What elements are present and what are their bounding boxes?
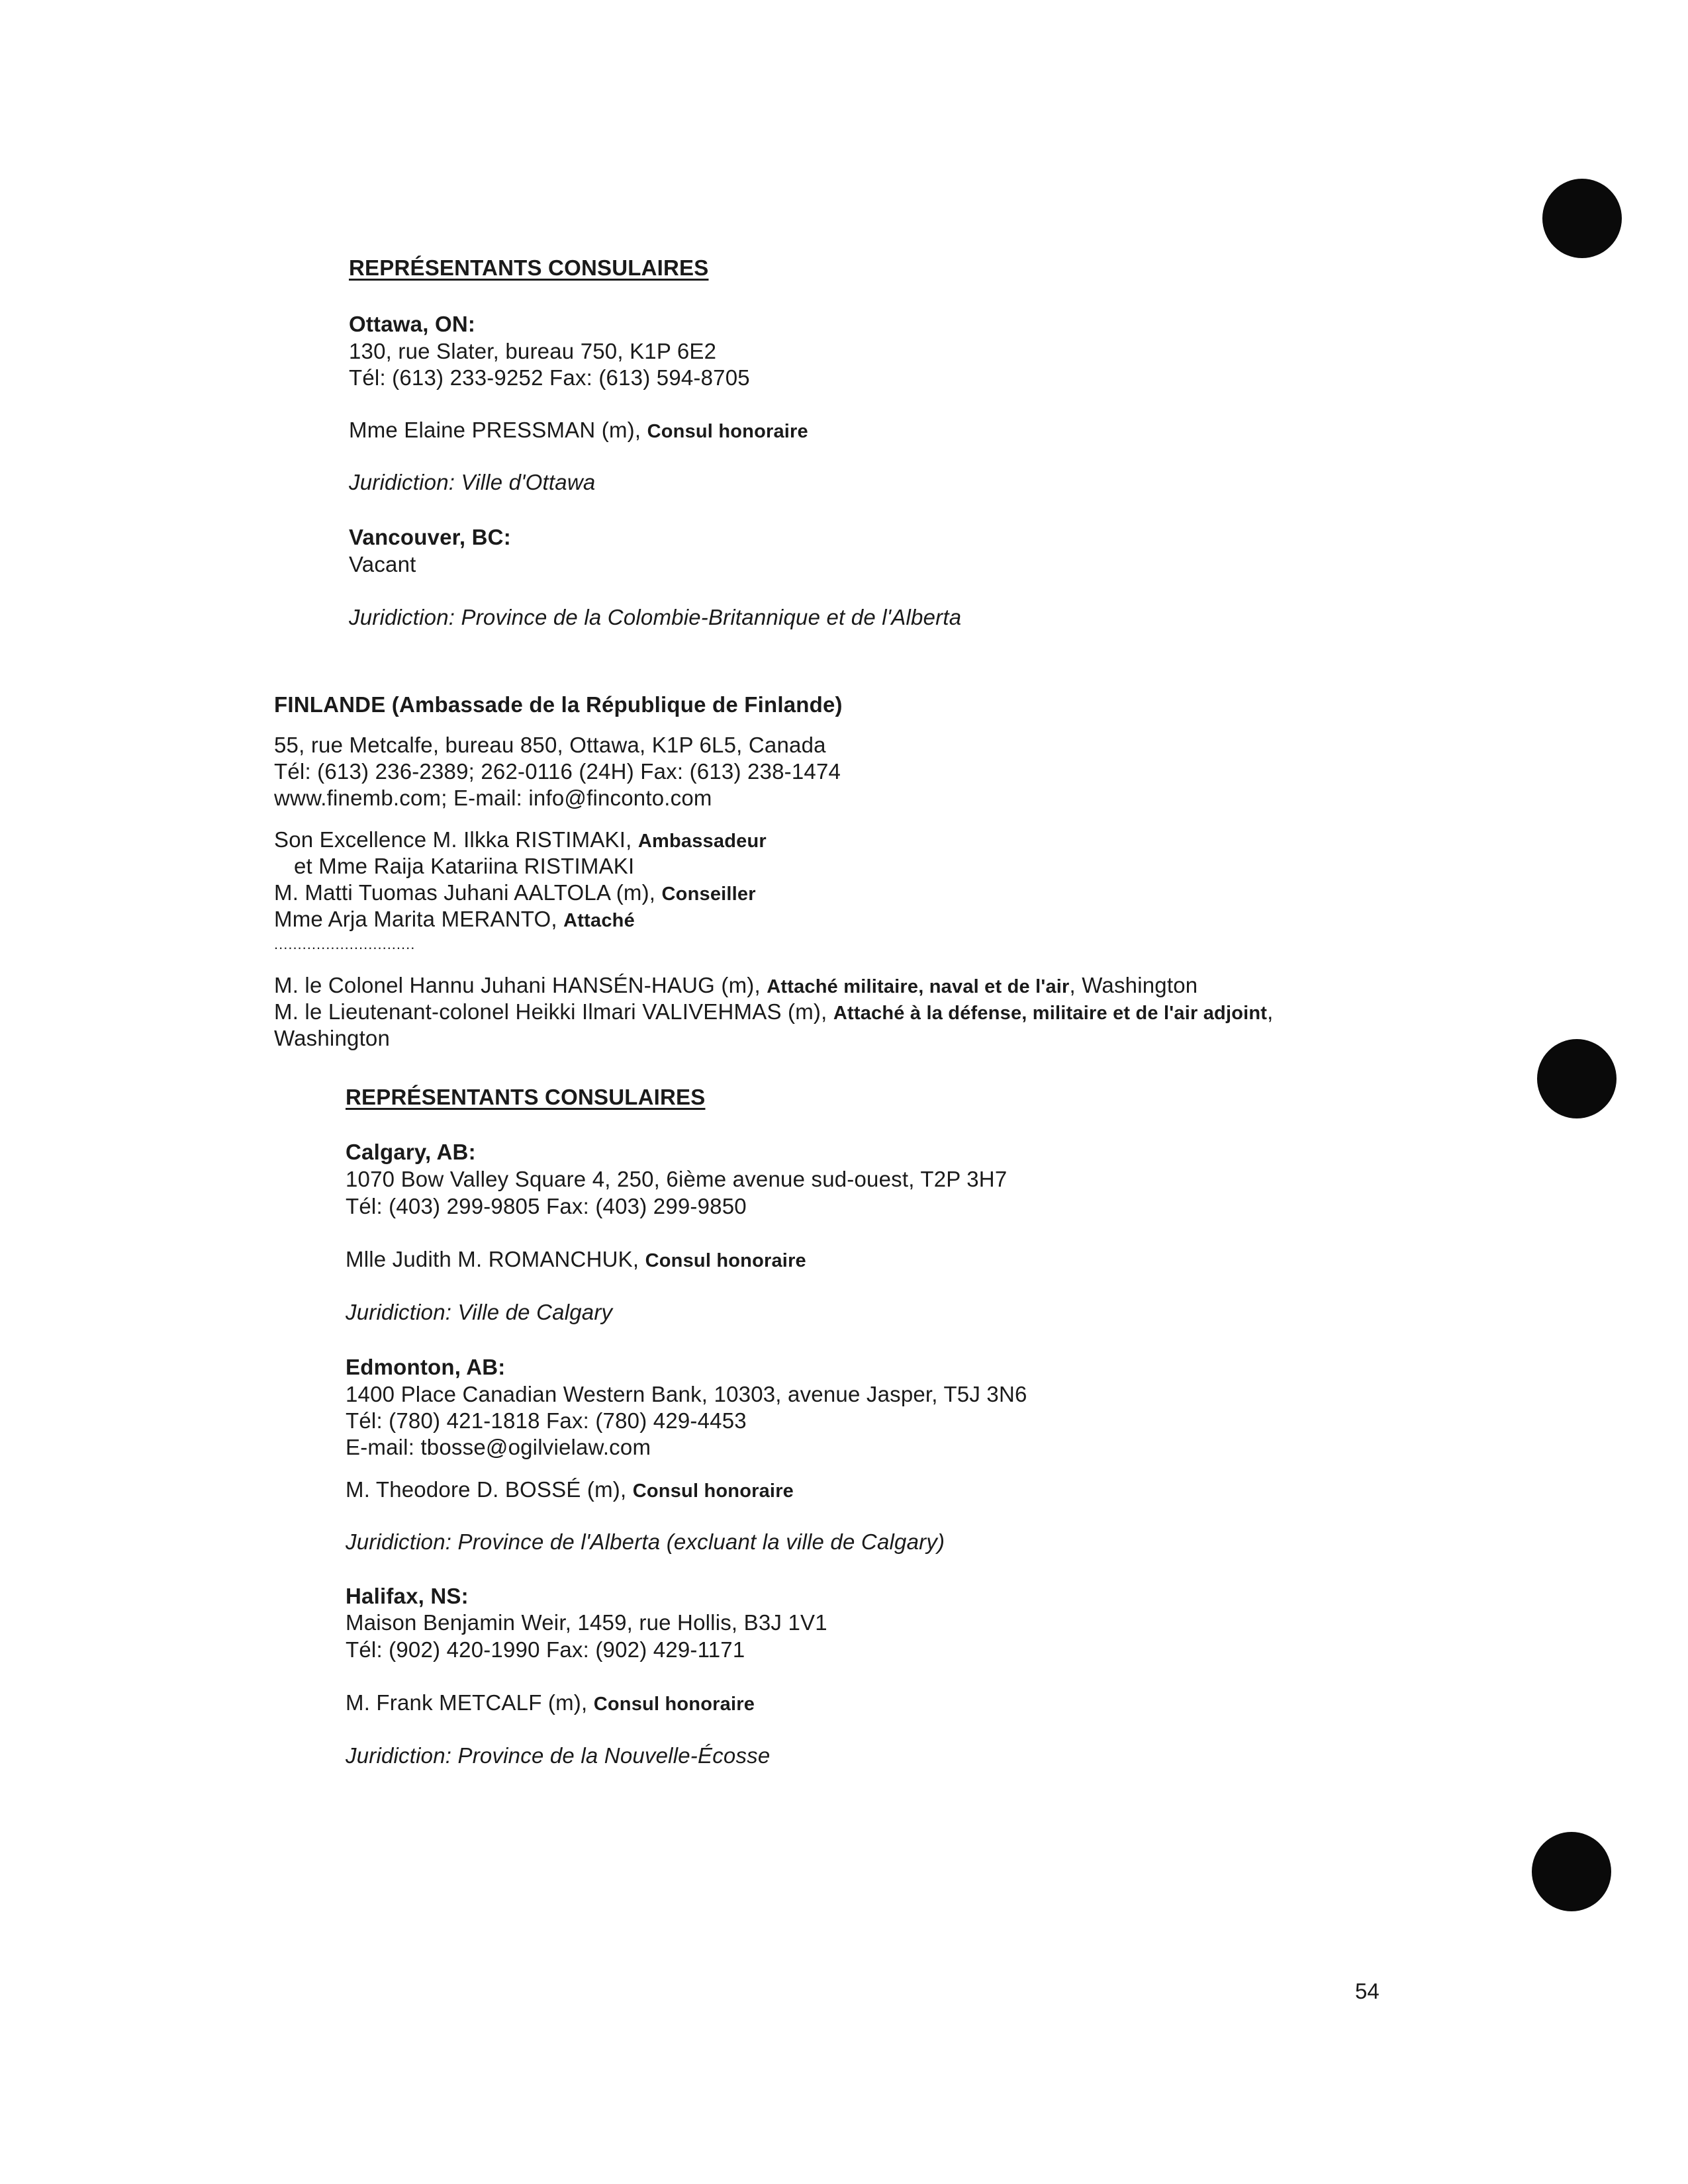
person-line xyxy=(346,1690,755,1717)
person-line xyxy=(346,1477,794,1504)
punch-hole-bottom xyxy=(1532,1832,1611,1911)
person-title: Consul honoraire xyxy=(593,1694,755,1715)
person-line xyxy=(346,1246,806,1274)
jurisdiction-line: Juridiction: Ville de Calgary xyxy=(346,1300,613,1324)
jurisdiction-line: Juridiction: Province de l'Alberta (excluant la ville de Calgary) xyxy=(346,1529,945,1554)
staff-name: M. le Colonel Hannu Juhani HANSÉN-HAUG (m), xyxy=(274,973,761,997)
city-heading: Ottawa, ON: xyxy=(349,312,476,336)
email-line: E-mail: tbosse@ogilvielaw.com xyxy=(346,1435,651,1459)
person-line xyxy=(349,417,808,445)
person-name: Mme Elaine PRESSMAN (m), xyxy=(349,418,641,442)
jurisdiction-line: Juridiction: Province de la Colombie-Britannique et de l'Alberta xyxy=(349,605,962,629)
punch-hole-middle xyxy=(1537,1039,1617,1118)
phone-line: Tél: (902) 420-1990 Fax: (902) 429-1171 xyxy=(346,1637,745,1662)
staff-location-line: Washington xyxy=(274,1026,391,1050)
city-heading: Vancouver, BC: xyxy=(349,525,511,549)
person-title: Consul honoraire xyxy=(647,421,808,442)
staff-name: Mme Arja Marita MERANTO, xyxy=(274,907,557,931)
phone-line: Tél: (613) 236-2389; 262-0116 (24H) Fax: (613) 238-1474 xyxy=(274,759,841,784)
dotted-separator: .............................. xyxy=(274,936,416,952)
staff-title: Attaché à la défense, militaire et de l'air adjoint xyxy=(833,1003,1268,1024)
section-heading: REPRÉSENTANTS CONSULAIRES xyxy=(346,1085,706,1109)
person-title: Consul honoraire xyxy=(632,1480,794,1502)
staff-title: Conseiller xyxy=(661,884,756,905)
city-heading: Edmonton, AB: xyxy=(346,1355,506,1379)
address-line: Maison Benjamin Weir, 1459, rue Hollis, B3J 1V1 xyxy=(346,1610,827,1635)
address-line: 130, rue Slater, bureau 750, K1P 6E2 xyxy=(349,339,717,363)
staff-line xyxy=(274,972,1197,1000)
section-heading: REPRÉSENTANTS CONSULAIRES xyxy=(349,255,709,280)
phone-line: Tél: (613) 233-9252 Fax: (613) 594-8705 xyxy=(349,365,750,390)
city-heading: Halifax, NS: xyxy=(346,1584,469,1608)
person-name: M. Frank METCALF (m), xyxy=(346,1690,588,1715)
staff-line xyxy=(274,906,635,934)
phone-line: Tél: (780) 421-1818 Fax: (780) 429-4453 xyxy=(346,1408,747,1433)
phone-line: Tél: (403) 299-9805 Fax: (403) 299-9850 xyxy=(346,1194,747,1218)
staff-name: Son Excellence M. Ilkka RISTIMAKI, xyxy=(274,827,632,852)
staff-comma: , xyxy=(1267,999,1274,1024)
page-number: 54 xyxy=(1355,1979,1380,2003)
staff-name: M. le Lieutenant-colonel Heikki Ilmari VALIVEHMAS (m), xyxy=(274,999,827,1024)
staff-title: Ambassadeur xyxy=(637,831,767,852)
address-line: 55, rue Metcalfe, bureau 850, Ottawa, K1P 6L5, Canada xyxy=(274,733,826,757)
staff-title: Attaché militaire, naval et de l'air xyxy=(767,976,1070,997)
address-line: 1070 Bow Valley Square 4, 250, 6ième avenue sud-ouest, T2P 3H7 xyxy=(346,1167,1008,1191)
person-title: Consul honoraire xyxy=(645,1250,806,1271)
punch-hole-top xyxy=(1542,179,1622,258)
jurisdiction-line: Juridiction: Province de la Nouvelle-Écosse xyxy=(346,1743,771,1768)
staff-line xyxy=(274,827,767,854)
staff-location: , Washington xyxy=(1069,973,1198,997)
country-heading: FINLANDE (Ambassade de la République de Finlande) xyxy=(274,692,843,717)
staff-name: M. Matti Tuomas Juhani AALTOLA (m), xyxy=(274,880,656,905)
staff-spouse-line: et Mme Raija Katariina RISTIMAKI xyxy=(294,854,635,878)
staff-title: Attaché xyxy=(563,910,635,931)
person-name: M. Theodore D. BOSSÉ (m), xyxy=(346,1477,627,1502)
status-line: Vacant xyxy=(349,552,416,576)
jurisdiction-line: Juridiction: Ville d'Ottawa xyxy=(349,470,596,494)
person-name: Mlle Judith M. ROMANCHUK, xyxy=(346,1247,639,1271)
staff-line xyxy=(274,999,1274,1026)
city-heading: Calgary, AB: xyxy=(346,1140,476,1164)
web-line: www.finemb.com; E-mail: info@finconto.com xyxy=(274,786,712,810)
address-line: 1400 Place Canadian Western Bank, 10303, avenue Jasper, T5J 3N6 xyxy=(346,1382,1027,1406)
staff-line xyxy=(274,880,756,907)
